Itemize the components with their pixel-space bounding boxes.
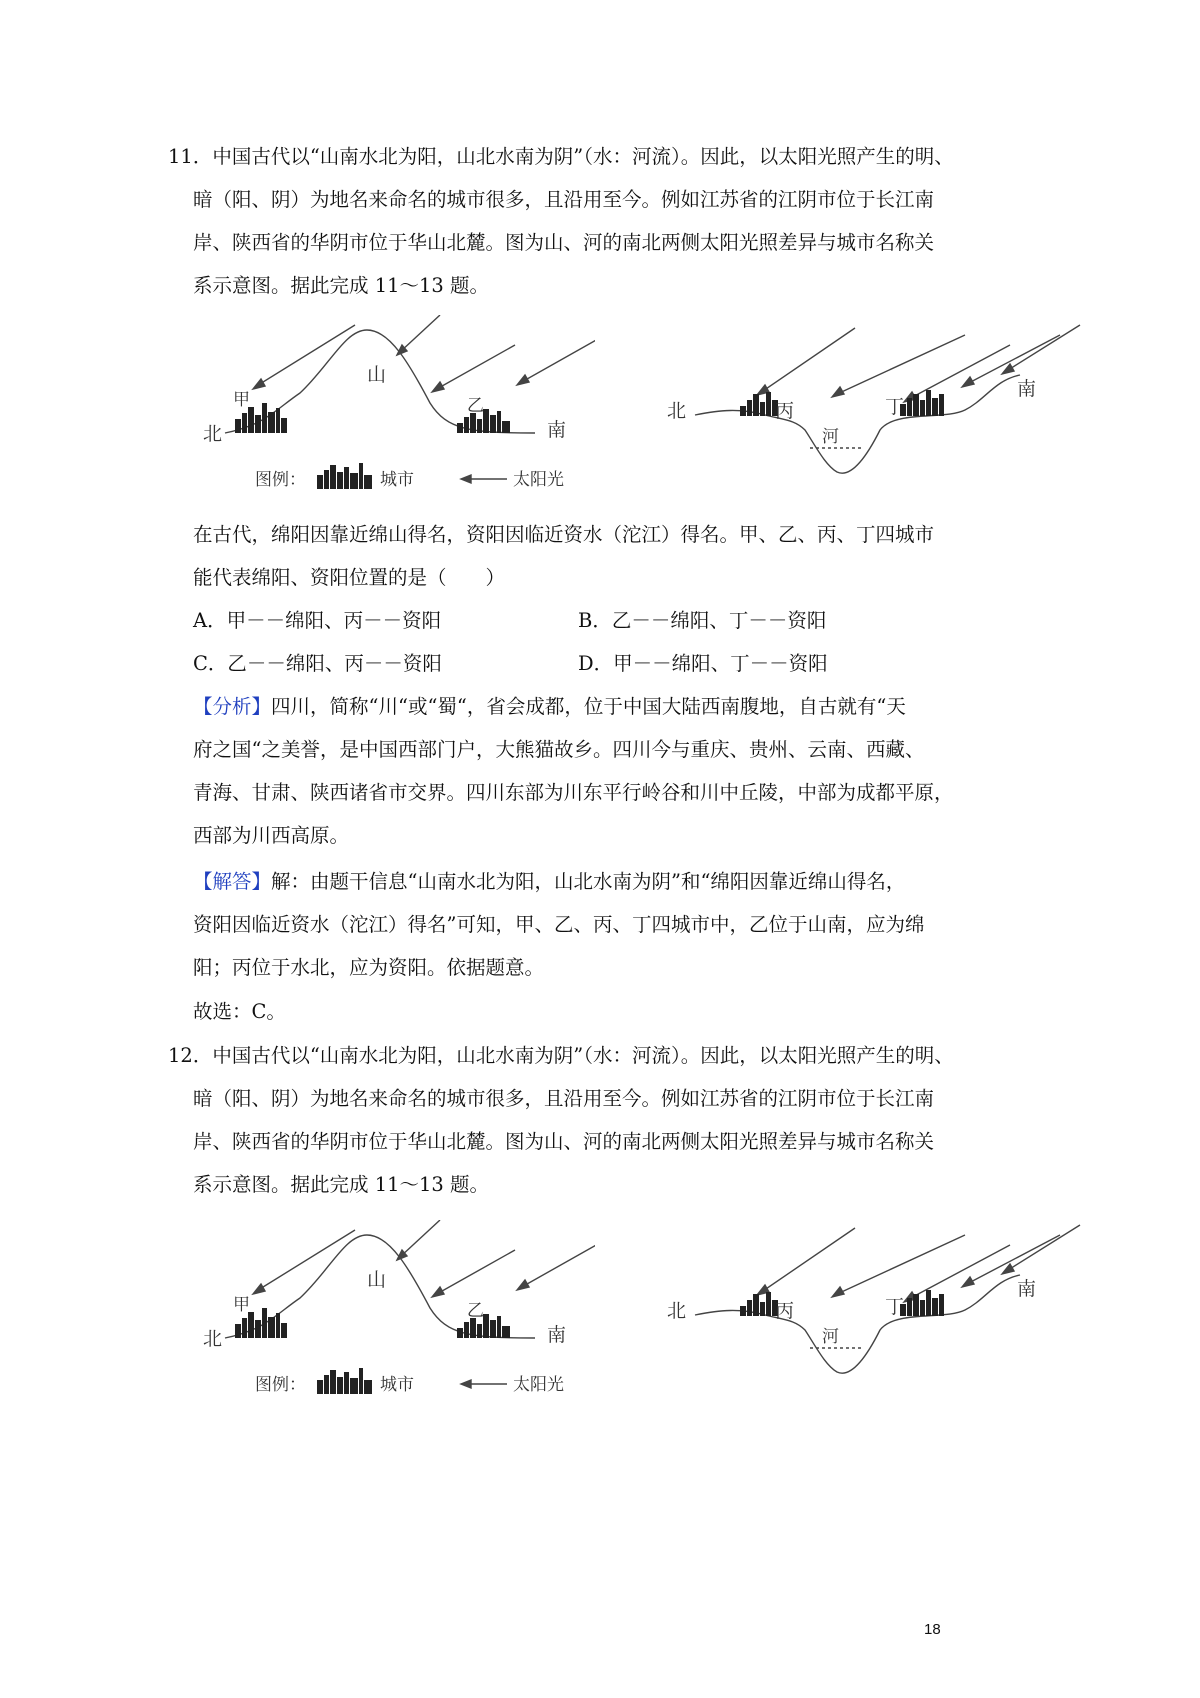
legend-sun-2: 太阳光	[513, 1375, 564, 1395]
q12-line-2: 暗（阳、阴）为地名来命名的城市很多，且沿用至今。例如江苏省的江阴市位于长江南	[193, 1087, 935, 1110]
q12-line-4: 系示意图。据此完成 11～13 题。	[193, 1173, 490, 1196]
q12-line-1: 12．中国古代以“山南水北为阳，山北水南为阴”（水：河流）。因此，以太阳光照产生的明、	[168, 1044, 954, 1067]
label-city-jia: 甲	[233, 390, 250, 410]
legend-prefix-2: 图例：	[255, 1375, 306, 1395]
q11-option-d: D．甲－－绵阳、丁－－资阳	[578, 652, 828, 675]
q11-line-1: 11．中国古代以“山南水北为阳，山北水南为阴”（水：河流）。因此，以太阳光照产生的明、	[168, 145, 954, 168]
label-city-ding-2: 丁	[885, 1296, 905, 1318]
label-city-jia-2: 甲	[233, 1295, 250, 1315]
answer-tag: 【解答】	[193, 870, 272, 893]
q11-option-b: B．乙－－绵阳、丁－－资阳	[578, 609, 827, 632]
label-city-bing: 丙	[775, 400, 795, 422]
label-city-ding: 丁	[885, 396, 905, 418]
q11-analysis-line-3: 青海、甘肃、陕西诸省市交界。四川东部为川东平行岭谷和川中丘陵，中部为成都平原，	[193, 781, 954, 804]
q11-stem-2: 能代表绵阳、资阳位置的是（ ）	[193, 566, 506, 589]
q11-option-a: A．甲－－绵阳、丙－－资阳	[193, 609, 442, 632]
label-mountain-2: 山	[367, 1269, 387, 1291]
legend-city-icon-2	[317, 1368, 372, 1394]
q11-analysis-line-4: 西部为川西高原。	[193, 824, 350, 847]
q11-analysis-line-2: 府之国“之美誉，是中国西部门户，大熊猫故乡。四川今与重庆、贵州、云南、西藏、	[193, 738, 925, 761]
legend-city-2: 城市	[380, 1375, 414, 1395]
label-south-2: 南	[1017, 378, 1037, 400]
analysis-tag: 【分析】	[193, 695, 272, 718]
label-river: 河	[822, 427, 839, 447]
label-city-yi: 乙	[467, 396, 484, 416]
legend-city: 城市	[380, 470, 414, 490]
legend-sun-arrow	[461, 475, 507, 483]
label-city-yi-2: 乙	[467, 1301, 484, 1321]
page-number: 18	[924, 1621, 941, 1638]
q11-line-2: 暗（阳、阴）为地名来命名的城市很多，且沿用至今。例如江苏省的江阴市位于长江南	[193, 188, 935, 211]
river-diagram-2	[665, 1220, 1085, 1400]
legend-sun: 太阳光	[513, 470, 564, 490]
q11-option-c: C．乙－－绵阳、丙－－资阳	[193, 652, 442, 675]
city-icon-ding-2	[900, 1290, 944, 1316]
q11-choice: 故选：C。	[193, 1000, 286, 1023]
q11-answer-line-2: 资阳因临近资水（沱江）得名”可知，甲、乙、丙、丁四城市中，乙位于山南，应为绵	[193, 913, 925, 936]
q11-answer-line-3: 阳；丙位于水北，应为资阳。依据题意。	[193, 956, 545, 979]
q11-stem-1: 在古代，绵阳因靠近绵山得名，资阳因临近资水（沱江）得名。甲、乙、丙、丁四城市	[193, 523, 935, 546]
city-icon-bing-2	[740, 1292, 778, 1316]
label-city-bing-2: 丙	[775, 1300, 795, 1322]
label-north-3: 北	[203, 1328, 223, 1350]
legend-sun-arrow-2	[461, 1380, 507, 1388]
q11-line-4: 系示意图。据此完成 11～13 题。	[193, 274, 490, 297]
q11-line-3: 岸、陕西省的华阴市位于华山北麓。图为山、河的南北两侧太阳光照差异与城市名称关	[193, 231, 935, 254]
label-north: 北	[203, 423, 223, 445]
label-river-2: 河	[822, 1327, 839, 1347]
q11-analysis-line-1: 【分析】四川，简称“川“或“蜀“，省会成都，位于中国大陆西南腹地，自古就有“天	[193, 695, 906, 718]
city-icon-ding	[900, 390, 944, 416]
mountain-diagram-2	[195, 1220, 595, 1405]
legend-city-icon	[317, 463, 372, 489]
label-south-3: 南	[547, 1324, 567, 1346]
city-icon-bing	[740, 392, 778, 416]
q11-answer-line-1: 【解答】解：由题干信息“山南水北为阳，山北水南为阴”和“绵阳因靠近绵山得名，	[193, 870, 906, 893]
legend-prefix: 图例：	[255, 470, 306, 490]
label-north-4: 北	[667, 1300, 687, 1322]
label-north-2: 北	[667, 400, 687, 422]
mountain-diagram-1	[195, 315, 595, 500]
label-mountain: 山	[367, 364, 387, 386]
river-diagram-1	[665, 320, 1085, 500]
label-south-4: 南	[1017, 1278, 1037, 1300]
label-south: 南	[547, 419, 567, 441]
q12-line-3: 岸、陕西省的华阴市位于华山北麓。图为山、河的南北两侧太阳光照差异与城市名称关	[193, 1130, 935, 1153]
